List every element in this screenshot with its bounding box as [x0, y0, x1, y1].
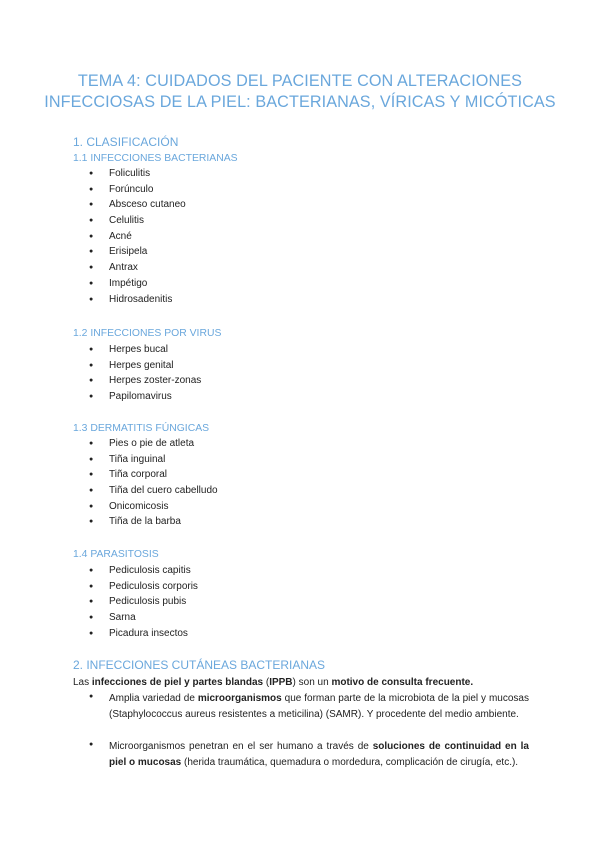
- bullet-icon: ●: [89, 741, 94, 748]
- list-item: ● Foliculitis: [0, 166, 186, 182]
- list-item: ● Herpes genital: [0, 358, 201, 374]
- list-item: ● Tiña del cuero cabelludo: [0, 483, 218, 499]
- list-item: ● Papilomavirus: [0, 389, 201, 405]
- list-item: ● Tiña de la barba: [0, 514, 218, 530]
- bullet-icon: ●: [89, 693, 94, 700]
- document-title: [40, 71, 560, 113]
- list-item: ● Herpes bucal: [0, 342, 201, 358]
- list-item: ● Sarna: [0, 610, 198, 626]
- list-item: ● Herpes zoster-zonas: [0, 373, 201, 389]
- title-line-1: TEMA 4: CUIDADOS DEL PACIENTE CON ALTERACIONES: [77, 72, 523, 90]
- subsection-heading-bacterianas: 1.1 INFECCIONES BACTERIANAS: [73, 153, 238, 164]
- subsection-heading-parasitosis: 1.4 PARASITOSIS: [73, 549, 159, 560]
- intro-paragraph: Las infecciones de piel y partes blandas (IPPB) son un motivo de consulta frecuente.: [73, 677, 474, 688]
- list-item: ● Pediculosis capitis: [0, 563, 198, 579]
- list-parasitosis: [0, 563, 198, 641]
- list-item: ● Acné: [0, 229, 186, 245]
- list-item: ● Erisipela: [0, 244, 186, 260]
- title-line-2: INFECCIOSAS DE LA PIEL: BACTERIANAS, VÍRICAS Y MICÓTICAS: [44, 93, 556, 111]
- list-item: ● Impétigo: [0, 276, 186, 292]
- list-item: ● Celulitis: [0, 213, 186, 229]
- list-item: ● Tiña corporal: [0, 467, 218, 483]
- list-item: ● Pies o pie de atleta: [0, 436, 218, 452]
- list-item: ● Absceso cutaneo: [0, 197, 186, 213]
- list-fungicas: [0, 436, 218, 530]
- list-item: ● Pediculosis corporis: [0, 579, 198, 595]
- list-item: ● Hidrosadenitis: [0, 292, 186, 308]
- list-virus: [0, 342, 201, 405]
- list-item: ● Onicomicosis: [0, 499, 218, 515]
- section-heading-cutaneas: 2. INFECCIONES CUTÁNEAS BACTERIANAS: [73, 658, 326, 672]
- subsection-heading-fungicas: 1.3 DERMATITIS FÚNGICAS: [73, 423, 210, 434]
- list-item: ● Tiña inguinal: [0, 452, 218, 468]
- list-item: ● Antrax: [0, 260, 186, 276]
- list-item: ● Forúnculo: [0, 182, 186, 198]
- list-bacterianas: [0, 166, 186, 307]
- section-heading-clasificacion: 1. CLASIFICACIÓN: [73, 135, 179, 149]
- bullet-paragraph-microorganismos: Amplia variedad de microorganismos que forman parte de la microbiota de la piel y mucosas (Staphylococcus aureus resistentes a meticilina) (SAMR). Y procedente del medio ambiente.: [109, 693, 529, 720]
- subsection-heading-virus: 1.2 INFECCIONES POR VIRUS: [73, 328, 222, 339]
- bullet-paragraph-penetracion: Microorganismos penetran en el ser humano a través de soluciones de continuidad en la piel o mucosas (herida traumática, quemadura o mordedura, complicación de cirugía, etc.).: [109, 741, 529, 768]
- list-item: ● Picadura insectos: [0, 626, 198, 642]
- list-item: ● Pediculosis pubis: [0, 594, 198, 610]
